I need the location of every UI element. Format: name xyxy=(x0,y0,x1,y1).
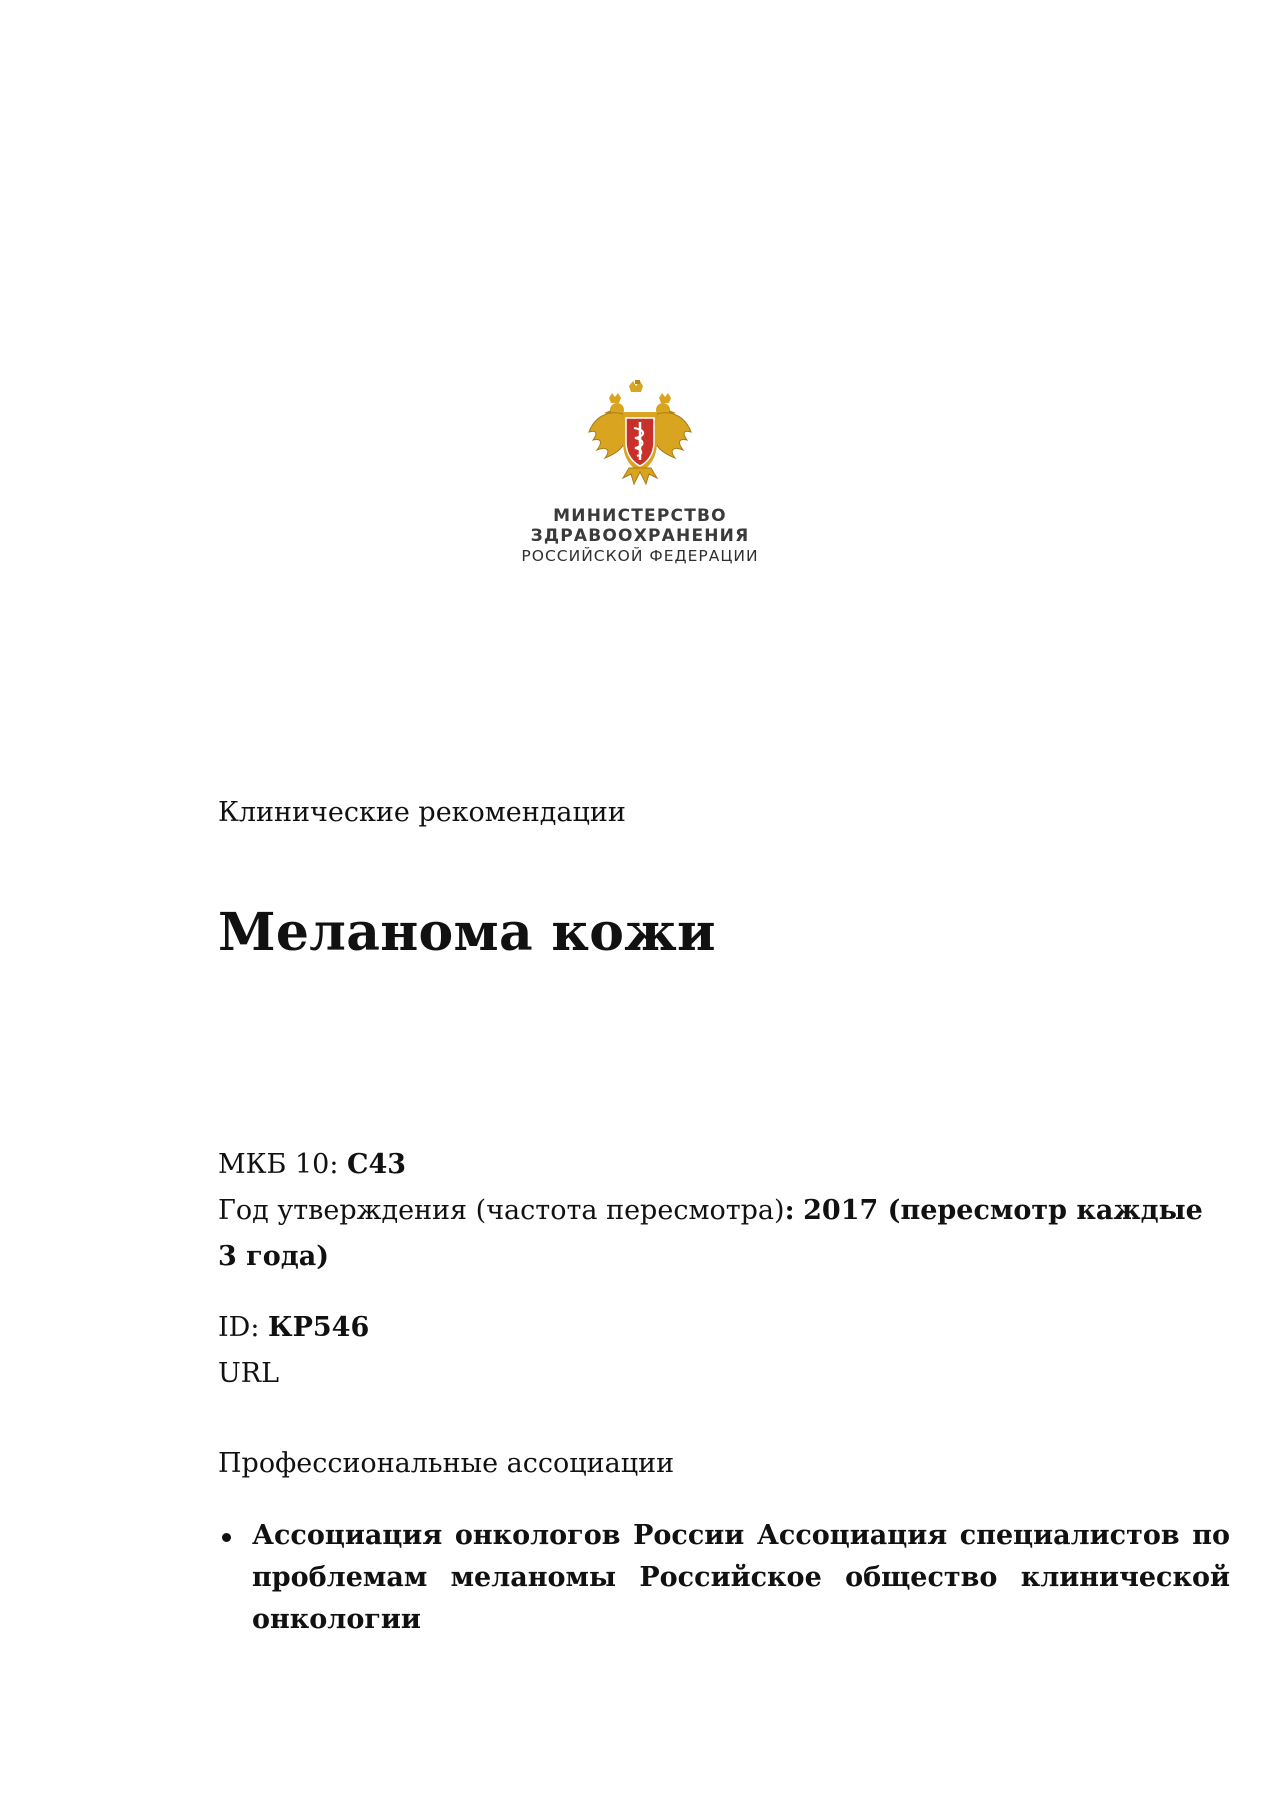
approval-line xyxy=(218,1188,1230,1280)
bullet-icon xyxy=(222,1533,231,1542)
document-identifiers xyxy=(218,1305,1230,1397)
associations-heading: Профессиональные ассоциации xyxy=(218,1448,675,1479)
ministry-name-line3: РОССИЙСКОЙ ФЕДЕРАЦИИ xyxy=(521,547,759,565)
ministry-name-line1: МИНИСТЕРСТВО xyxy=(553,506,727,526)
icd-value: C43 xyxy=(347,1149,407,1180)
approval-label: Год утверждения (частота пересмотра) xyxy=(218,1195,785,1226)
associations-list xyxy=(218,1515,1230,1641)
id-separator: : xyxy=(250,1312,260,1343)
document-metadata xyxy=(218,1142,1230,1280)
icd-separator: : xyxy=(329,1149,339,1180)
icd-line xyxy=(218,1142,1230,1188)
id-value: КР546 xyxy=(268,1312,370,1343)
approval-value: 2017 (пересмотр каждые 3 года) xyxy=(218,1195,1203,1272)
approval-separator: : xyxy=(784,1195,795,1226)
id-label: ID xyxy=(218,1312,251,1343)
association-text: Ассоциация онкологов России Ассоциация специалистов по проблемам меланомы Российское общество клинической онкологии xyxy=(252,1520,1230,1635)
ministry-logo xyxy=(440,380,840,566)
page-title: Меланома кожи xyxy=(218,902,716,963)
id-line xyxy=(218,1305,1230,1351)
icd-label: МКБ 10 xyxy=(218,1149,330,1180)
ministry-name xyxy=(440,506,840,566)
ministry-name-line2: ЗДРАВООХРАНЕНИЯ xyxy=(530,526,750,546)
url-label: URL xyxy=(218,1358,280,1389)
list-item xyxy=(218,1515,1230,1641)
document-type-label: Клинические рекомендации xyxy=(218,797,626,828)
double-headed-eagle-emblem-icon xyxy=(585,380,695,490)
